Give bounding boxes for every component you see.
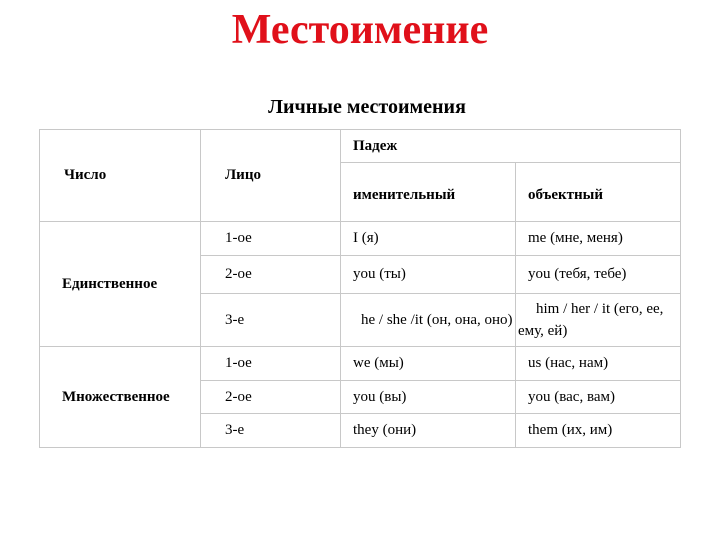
person-cell: 1-ое [201, 347, 341, 381]
objective-cell: you (тебя, тебе) [516, 256, 681, 294]
header-case: Падеж [341, 130, 681, 163]
header-objective: объектный [516, 163, 681, 222]
header-nominative: именительный [341, 163, 516, 222]
nominative-cell: he / she /it (он, она, оно) [341, 294, 516, 347]
objective-cell: us (нас, нам) [516, 347, 681, 381]
nominative-cell: you (вы) [341, 381, 516, 414]
person-cell: 1-ое [201, 222, 341, 256]
objective-cell: them (их, им) [516, 414, 681, 448]
person-cell: 2-ое [201, 256, 341, 294]
table-row [40, 222, 681, 256]
objective-cell: me (мне, меня) [516, 222, 681, 256]
person-cell: 3-е [201, 414, 341, 448]
nominative-cell: I (я) [341, 222, 516, 256]
person-cell: 3-е [201, 294, 341, 347]
header-number: Число [40, 130, 201, 222]
slide-subtitle: Личные местоимения [268, 96, 466, 118]
header-person: Лицо [201, 130, 341, 222]
nominative-cell: they (они) [341, 414, 516, 448]
number-plural: Множественное [40, 347, 201, 448]
pronoun-table [39, 129, 681, 448]
person-cell: 2-ое [201, 381, 341, 414]
slide-title: Местоимение [231, 7, 489, 53]
nominative-cell: we (мы) [341, 347, 516, 381]
objective-cell: him / her / it (его, ее, ему, ей) [516, 294, 681, 347]
table-row [40, 347, 681, 381]
objective-cell: you (вас, вам) [516, 381, 681, 414]
header-row-case [40, 130, 681, 163]
nominative-cell: you (ты) [341, 256, 516, 294]
number-singular: Единственное [40, 222, 201, 347]
